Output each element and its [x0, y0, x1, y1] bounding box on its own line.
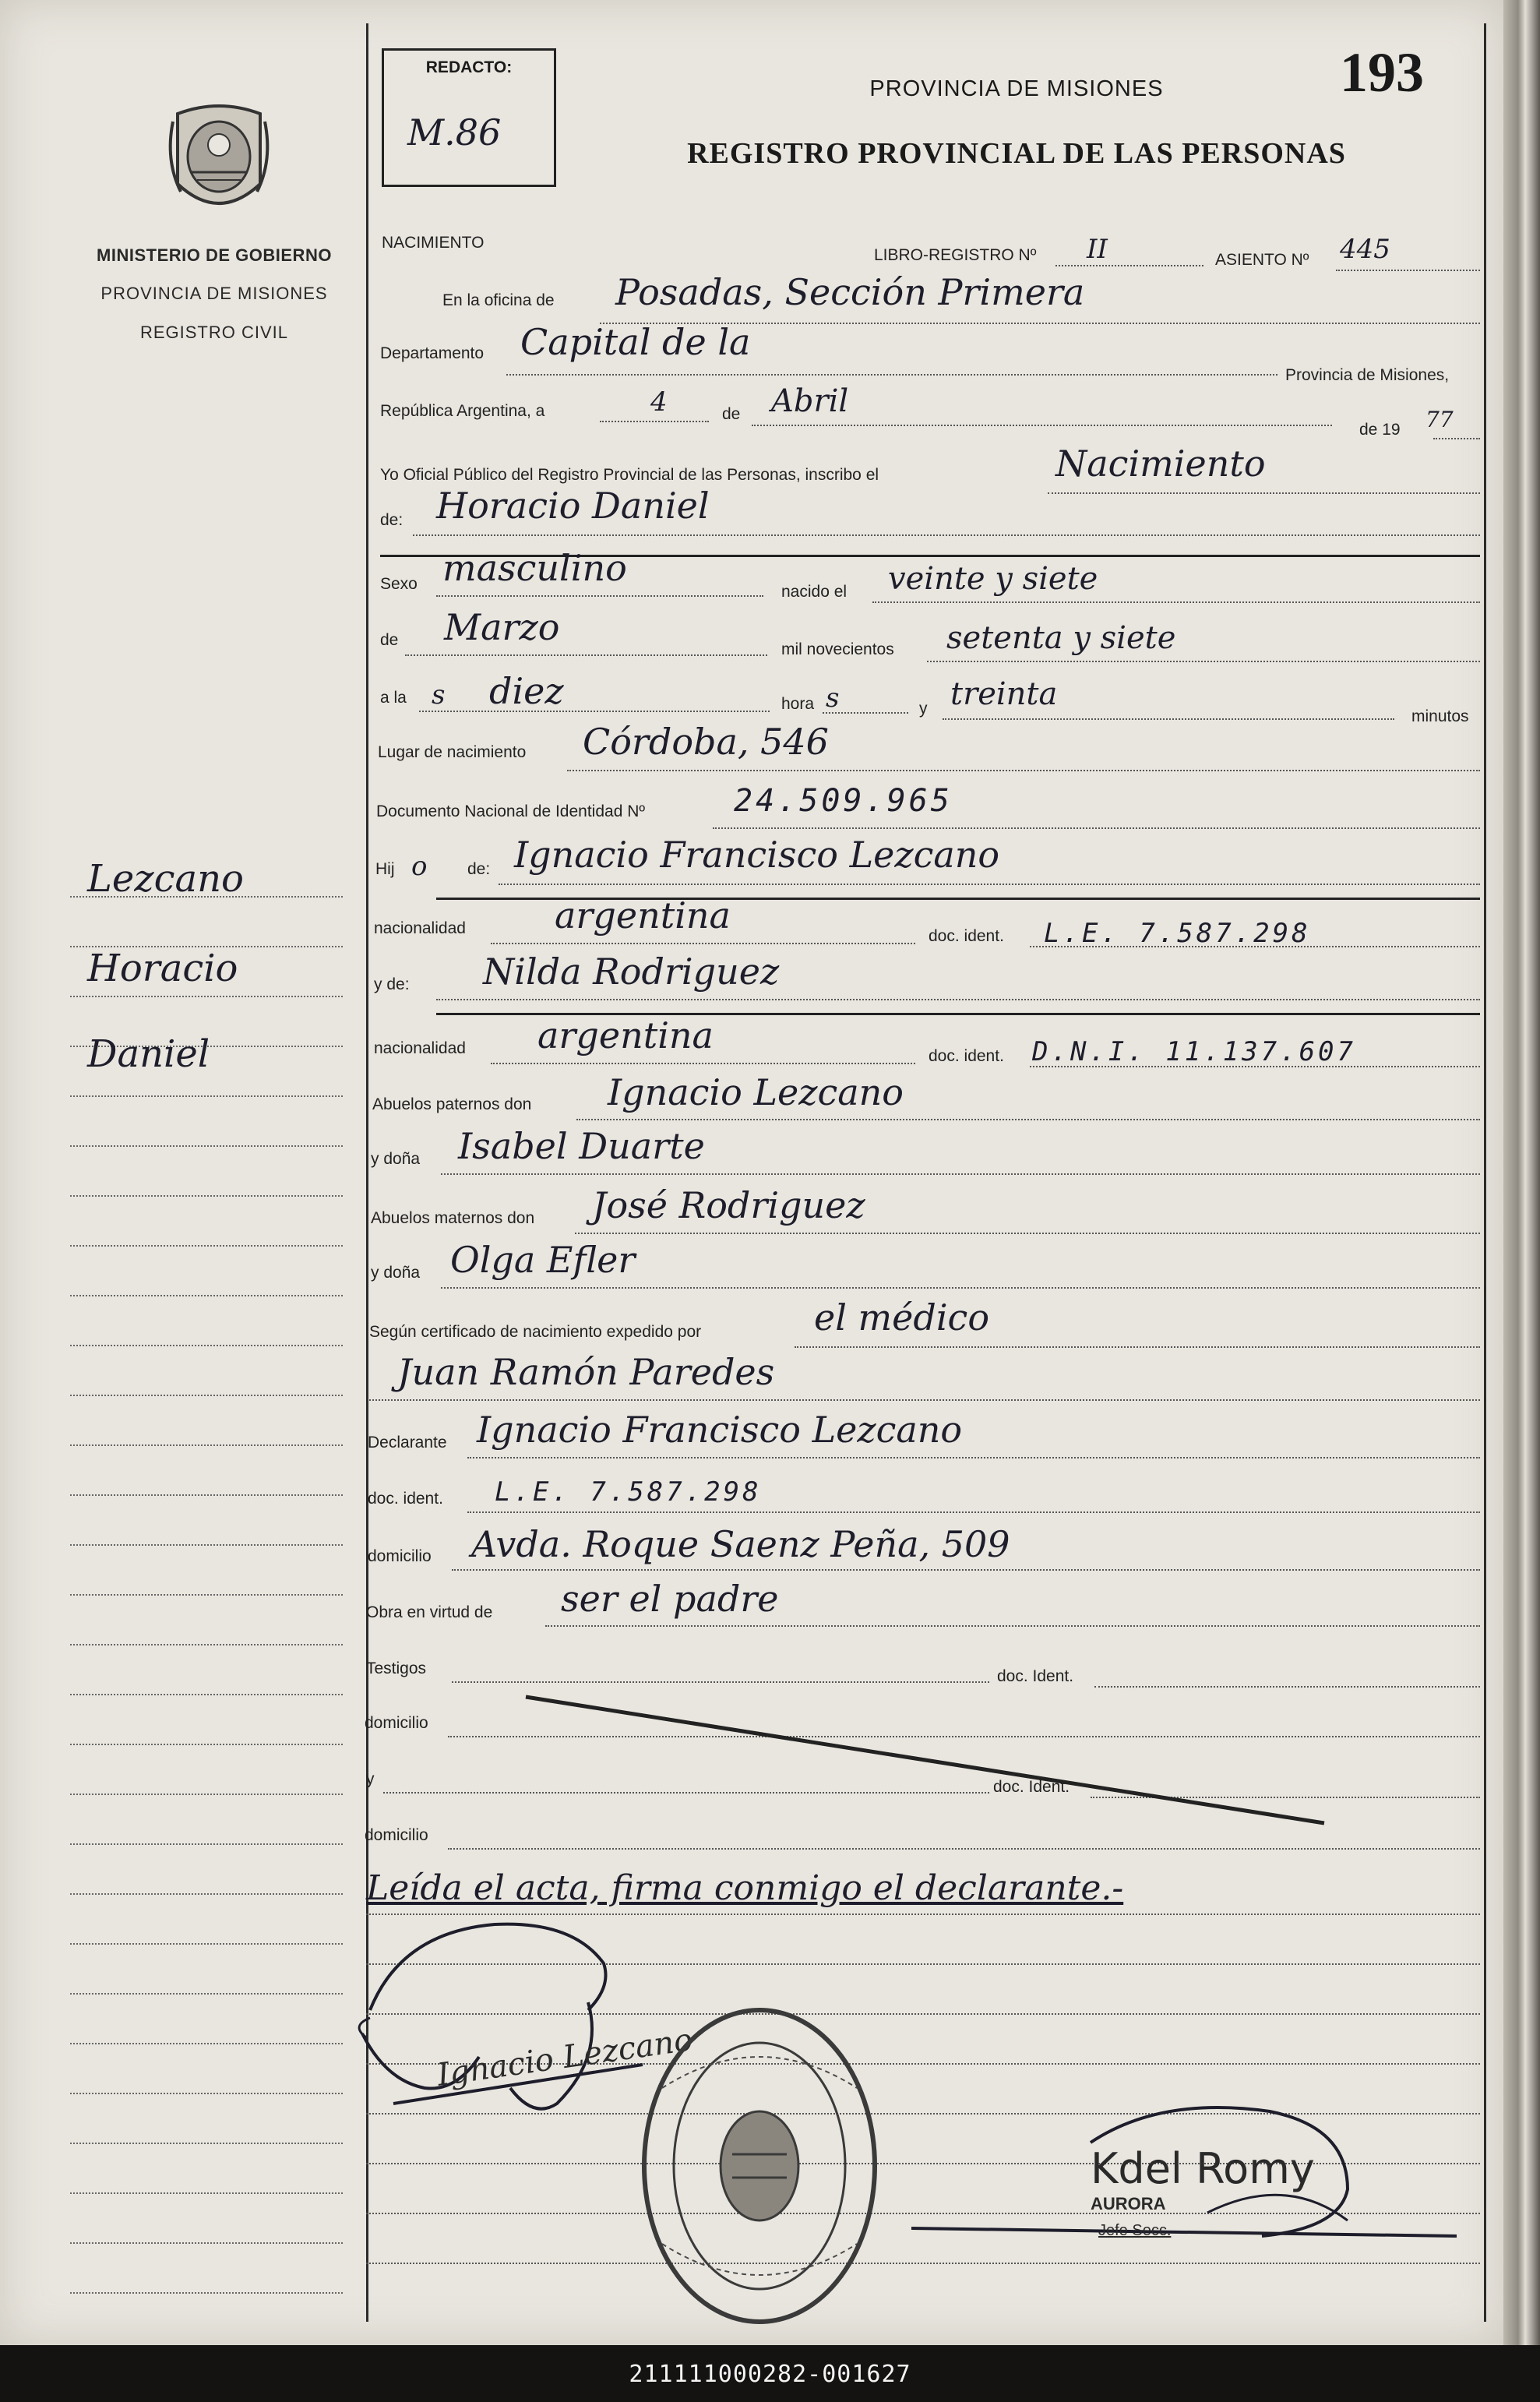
official-stamp-line2: Jefe Secc. [1098, 2222, 1172, 2239]
nac-madre-value: argentina [537, 1014, 714, 1056]
margin-dotted-line [70, 1893, 343, 1895]
abuelo-pat-value: Ignacio Lezcano [608, 1071, 904, 1113]
mil-label: mil novecientos [781, 640, 894, 658]
libro-value: II [1087, 234, 1108, 265]
republica-label: República Argentina, a [380, 402, 545, 420]
margin-surname: Lezcano [87, 857, 244, 901]
dni-label: Documento Nacional de Identidad Nº [376, 802, 646, 820]
margin-dotted-line [70, 2292, 343, 2294]
abuelo-mat-value: José Rodriguez [592, 1184, 865, 1226]
declarant-signature-text: Ignacio Lezcano [435, 2022, 696, 2093]
sexo-label: Sexo [380, 575, 418, 593]
official-stamp-line1: AURORA [1091, 2194, 1166, 2213]
domicilio-testigo2-dots [448, 1848, 1480, 1850]
abuelo-mat-dots [575, 1233, 1480, 1234]
minutos-dots [943, 718, 1394, 720]
abuelos-pat-label: Abuelos paternos don [372, 1095, 532, 1113]
testigos-dots [452, 1681, 989, 1683]
nacionalidad-madre-label: nacionalidad [374, 1039, 466, 1057]
minutos-value: treinta [950, 676, 1058, 712]
registry-title: REGISTRO PROVINCIAL DE LAS PERSONAS [687, 137, 1346, 170]
horas-suffix: s [826, 683, 840, 714]
asiento-dots [1336, 270, 1480, 271]
inscribo-value: Nacimiento [1055, 443, 1266, 485]
margin-dotted-line [70, 1993, 343, 1995]
y-dona-mat-label: y doña [371, 1264, 421, 1282]
hijo-label: Hij [375, 860, 395, 878]
margin-dotted-line [70, 1195, 343, 1197]
lugar-label: Lugar de nacimiento [378, 743, 527, 761]
oficina-value: Posadas, Sección Primera [615, 271, 1085, 313]
de3-label: de [380, 631, 399, 649]
mes-dots [752, 425, 1332, 426]
frame-right-line [1484, 23, 1486, 2322]
margin-dotted-line [70, 1594, 343, 1596]
hijo-suffix: o [411, 851, 428, 882]
province-header: PROVINCIA DE MISIONES [869, 76, 1164, 101]
asiento-label: ASIENTO Nº [1215, 251, 1309, 269]
nombre-dots [413, 534, 1480, 536]
certificado-dots [795, 1346, 1480, 1348]
departamento-value: Capital de la [520, 321, 751, 363]
nac-madre-dots [491, 1063, 915, 1064]
redacto-value: M.86 [407, 111, 502, 153]
margin-dotted-line [70, 1444, 343, 1446]
document-id: 211111000282-001627 [629, 2361, 911, 2388]
doc-ident-madre-label: doc. ident. [929, 1047, 1004, 1065]
certificado-label: Según certificado de nacimiento expedido por [369, 1323, 702, 1341]
libro-dots [1055, 265, 1203, 266]
margin-dotted-line [70, 2192, 343, 2194]
redacto-label: REDACTO: [425, 58, 513, 76]
domicilio-value: Avda. Roque Saenz Peña, 509 [471, 1523, 1010, 1565]
anio-nac-dots [927, 661, 1480, 662]
margin-dotted-line [70, 1694, 343, 1695]
declarante-value: Ignacio Francisco Lezcano [477, 1409, 963, 1451]
medico-value: Juan Ramón Paredes [397, 1351, 775, 1393]
anio-dots [1433, 438, 1480, 439]
doc-decl-value: L.E. 7.587.298 [495, 1476, 762, 1508]
y-dona-pat-label: y doña [371, 1150, 421, 1168]
margin-dotted-line [70, 1544, 343, 1546]
oficial-label: Yo Oficial Público del Registro Provincial de las Personas, inscribo el [380, 466, 879, 484]
mes-nac-dots [405, 654, 767, 656]
act-type-label: NACIMIENTO [382, 234, 485, 252]
obra-dots [545, 1625, 1480, 1627]
anio-prefix-label: de 19 [1359, 421, 1401, 439]
cancellation-line [522, 1691, 1332, 1831]
y-label: y [919, 700, 928, 718]
margin-dotted-line [70, 1345, 343, 1346]
doc-madre-value: D.N.I. 11.137.607 [1032, 1036, 1356, 1067]
departamento-dots [506, 374, 1277, 376]
certificado-value: el médico [814, 1296, 990, 1339]
margin-dotted-line [70, 2242, 343, 2244]
obra-value: ser el padre [561, 1578, 779, 1620]
margin-dotted-line [70, 1245, 343, 1247]
margin-dotted-line [70, 996, 343, 997]
de-label: de [722, 405, 741, 423]
doc-padre-value: L.E. 7.587.298 [1044, 918, 1311, 949]
y2-label: y [366, 1770, 375, 1788]
nacido-label: nacido el [781, 583, 848, 601]
doc-decl-dots [467, 1511, 1480, 1513]
left-province-title: PROVINCIA DE MISIONES [100, 284, 328, 303]
margin-dotted-line [70, 1395, 343, 1396]
testigos-label: Testigos [366, 1660, 427, 1677]
doc-ident-testigo1-label: doc. Ident. [997, 1667, 1074, 1685]
nacido-dots [872, 601, 1480, 603]
madre-dots [436, 999, 1480, 1000]
doc-ident-decl-label: doc. ident. [368, 1490, 443, 1508]
abuela-mat-value: Olga Efler [450, 1239, 636, 1281]
dni-value: 24.509.965 [734, 783, 953, 819]
domicilio-dots [452, 1569, 1480, 1571]
padre-value: Ignacio Francisco Lezcano [514, 834, 1000, 876]
sexo-dots [436, 595, 763, 597]
a-la-suffix: s [432, 679, 446, 711]
mes-nac-value: Marzo [444, 606, 560, 648]
ministry-title: MINISTERIO DE GOBIERNO [97, 245, 332, 265]
abuela-pat-value: Isabel Duarte [458, 1125, 705, 1167]
mes-value: Abril [771, 383, 849, 419]
medico-dots [369, 1399, 1480, 1401]
oficina-label: En la oficina de [442, 291, 555, 309]
hijo-de-label: de: [467, 860, 491, 878]
declarante-dots [467, 1457, 1480, 1458]
domicilio-testigo2-label: domicilio [365, 1826, 428, 1844]
dni-dots [713, 827, 1480, 829]
coat-of-arms-icon [162, 98, 276, 223]
minutos-label: minutos [1411, 707, 1469, 725]
hora-value: diez [489, 670, 564, 712]
hora-dots [419, 711, 770, 712]
margin-dotted-line [70, 1644, 343, 1645]
libro-label: LIBRO-REGISTRO Nº [874, 246, 1037, 264]
official-round-stamp [631, 1995, 888, 2337]
declarant-signature [354, 1901, 650, 2135]
nombre-value: Horacio Daniel [436, 485, 710, 527]
horas-dots [823, 712, 908, 714]
y-de-label: y de: [374, 975, 410, 993]
nacionalidad-padre-label: nacionalidad [374, 919, 466, 937]
de2-label: de: [380, 511, 404, 529]
horas-label: hora [781, 695, 815, 713]
dia-dots [600, 421, 709, 422]
anio-nac-value: setenta y siete [946, 620, 1176, 656]
nacido-value: veinte y siete [888, 561, 1098, 597]
departamento-label: Departamento [380, 344, 485, 362]
declarante-label: Declarante [368, 1434, 447, 1451]
abuelos-mat-label: Abuelos maternos don [371, 1209, 535, 1227]
lugar-value: Córdoba, 546 [583, 721, 829, 763]
margin-dotted-line [70, 1145, 343, 1147]
margin-dotted-line [70, 2043, 343, 2044]
anio-value: 77 [1425, 407, 1454, 432]
closing-text: Leída el acta, firma conmigo el declarante.- [366, 1868, 1124, 1908]
lugar-dots [567, 770, 1480, 771]
madre-value: Nilda Rodriguez [483, 951, 780, 993]
doc-testigo1-dots [1094, 1686, 1480, 1688]
sexo-value: masculino [442, 547, 627, 589]
dia-value: 4 [650, 386, 668, 418]
asiento-value: 445 [1340, 234, 1390, 265]
doc-ident-testigo2-label: doc. Ident. [993, 1778, 1070, 1796]
margin-dotted-line [70, 1794, 343, 1795]
margin-dotted-line [70, 1494, 343, 1496]
page-number: 193 [1340, 41, 1424, 104]
margin-dotted-line [70, 1943, 343, 1945]
inscribo-dots [1048, 492, 1480, 494]
nac-padre-dots [491, 943, 915, 944]
abuela-pat-dots [441, 1173, 1480, 1175]
margin-dotted-line [70, 1744, 343, 1745]
margin-first-name: Horacio [87, 947, 238, 990]
margin-second-name: Daniel [87, 1032, 210, 1076]
margin-dotted-line [70, 1295, 343, 1296]
margin-dotted-line [70, 2143, 343, 2144]
margin-dotted-line [70, 2093, 343, 2094]
obra-label: Obra en virtud de [366, 1603, 493, 1621]
margin-dotted-line [70, 1843, 343, 1845]
margin-dotted-line [70, 1095, 343, 1097]
adjacent-page-edge [1503, 0, 1540, 2345]
abuelo-pat-dots [576, 1119, 1480, 1120]
registry-civil-title: REGISTRO CIVIL [139, 323, 289, 342]
nac-padre-value: argentina [555, 894, 731, 936]
padre-dots [499, 884, 1480, 885]
domicilio-testigo1-label: domicilio [365, 1714, 428, 1732]
official-signature-text: Kdel Romy [1091, 2144, 1315, 2193]
abuela-mat-dots [441, 1287, 1480, 1289]
provincia-label: Provincia de Misiones, [1285, 366, 1450, 384]
a-la-label: a la [380, 689, 407, 707]
domicilio-label: domicilio [368, 1547, 432, 1565]
redacto-box [382, 48, 556, 187]
doc-ident-padre-label: doc. ident. [929, 927, 1004, 945]
